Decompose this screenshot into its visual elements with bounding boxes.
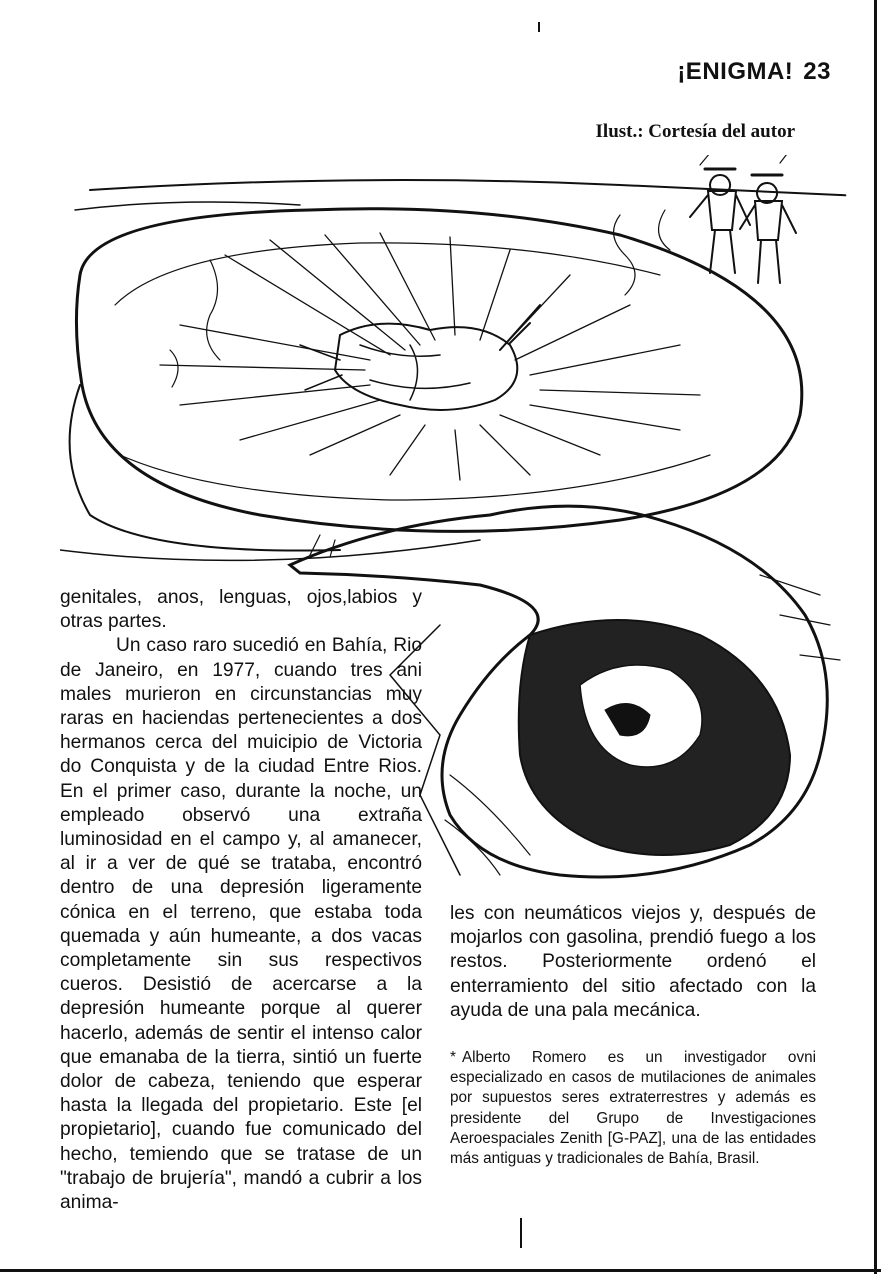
body-paragraph-3: les con neumáticos viejos y, después de mojarlos con gasolina, prendió fuego a los restos. Posteriormente ordenó el enterramiento del sitio afectado con la ayuda de una pala mecánica.: [450, 903, 816, 1021]
magazine-title: ¡ENIGMA!: [677, 58, 794, 85]
illustration-credit: Ilust.: Cortesía del autor: [595, 121, 795, 142]
body-left-column: [60, 586, 422, 1215]
footnote-marker: *: [450, 1049, 456, 1066]
author-footnote: [450, 1048, 816, 1169]
body-paragraph-2: Un caso raro sucedió en Bahía, Rio de Janeiro, en 1977, cuando tres ani males murieron en circunstancias muy raras en haciendas pertenecientes a dos hermanos cerca del muicipio de Victoria do Conquista y de la ciudad Entre Rios. En el primer caso, durante la noche, un empleado observó una extraña luminosidad en el campo y, al amanecer, al ir a ver de qué se trataba, encontró dentro de una depresión ligeramente cónica en el terreno, que estaba toda quemada y aún humeante, a dos vacas completamente sin sus respectivos cueros. Desistió de acercarse a la depresión humeante porque al querer hacerlo, además de sentir el intenso calor que emanaba de la tierra, sintió un fuerte dolor de cabeza, teniendo que esperar hasta la llegada del propietario. Este [el propietario], cuando fue comunicado del hecho, temiendo que se tratase de un "trabajo de brujería", mandó a cubrir a los anima-: [60, 635, 422, 1214]
top-crop-mark: [538, 22, 540, 32]
page-border-bottom: [0, 1269, 881, 1272]
body-right-column: [450, 902, 816, 1023]
footnote-text: Alberto Romero es un investigador ovni especializado en casos de mutilaciones de animales por supuestos seres extraterrestres y además es presidente del Grupo de Investigaciones Aeroespaciales Zenith [G-PAZ], una de las entidades más antiguas y tradicionales de Bahía, Brasil.: [450, 1049, 816, 1168]
page-number: 23: [803, 58, 831, 85]
running-header: [677, 58, 831, 86]
body-paragraph-1: genitales, anos, lenguas, ojos,labios y otras partes.: [60, 587, 422, 633]
page-border-right: [874, 0, 877, 1274]
bottom-crop-mark: [520, 1218, 522, 1248]
